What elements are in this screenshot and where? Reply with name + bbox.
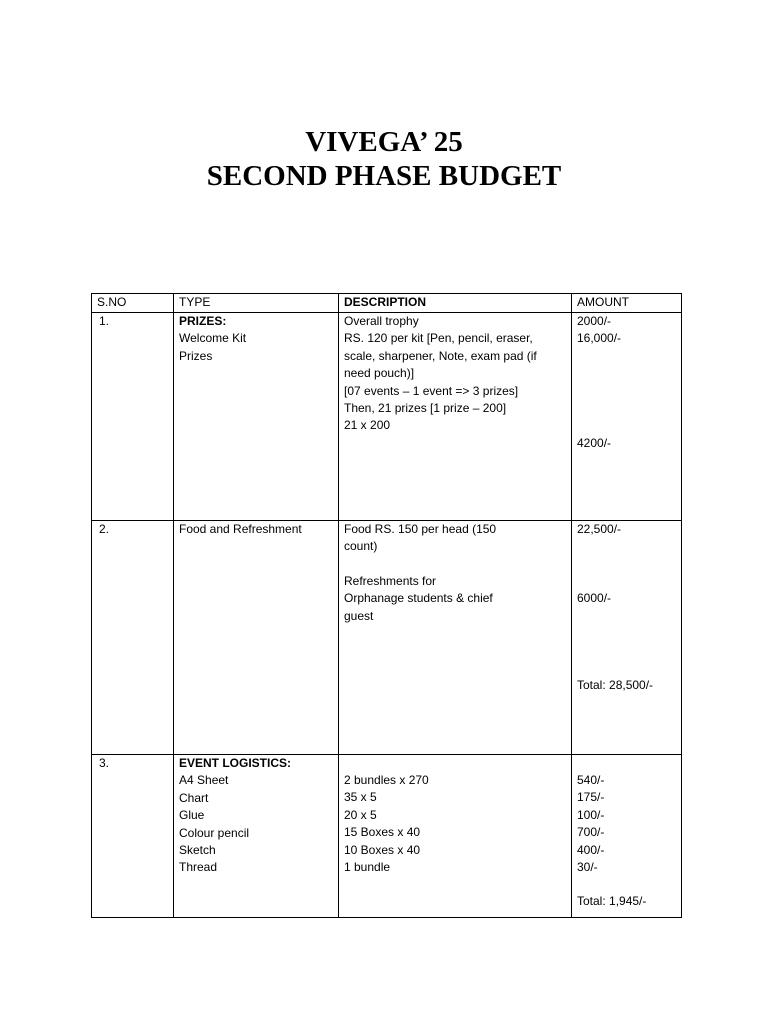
description-line: count) [344, 539, 378, 554]
table-header-row [92, 294, 682, 313]
description-line: 20 x 5 [344, 807, 377, 822]
row-description [339, 755, 572, 918]
description-line: [07 events – 1 event => 3 prizes] [344, 383, 519, 398]
amount-value: 100/- [577, 807, 605, 822]
description-line: 2 bundles x 270 [344, 773, 429, 787]
row-sno: 2. [92, 521, 174, 755]
type-item: Chart [179, 790, 209, 805]
type-item: A4 Sheet [179, 773, 229, 788]
row-sno: 1. [92, 313, 174, 521]
row-description [339, 521, 572, 755]
header-sno: S.NO [92, 294, 174, 313]
amount-value: 700/- [577, 825, 605, 840]
amount-value: 400/- [577, 842, 605, 857]
amount-value: 540/- [577, 773, 605, 787]
description-line: RS. 120 per kit [Pen, pencil, eraser, [344, 331, 533, 346]
description-line: Orphanage students & chief [344, 591, 493, 606]
amount-value: 2000/- [577, 314, 612, 328]
type-heading: EVENT LOGISTICS: [179, 756, 292, 770]
description-line: need pouch)] [344, 366, 415, 381]
description-line: Overall trophy [344, 314, 419, 328]
amount-value: 6000/- [577, 591, 612, 605]
type-heading: PRIZES: [179, 314, 227, 328]
row-sno: 3. [92, 755, 174, 918]
row-amount [572, 521, 682, 755]
description-line: guest [344, 608, 374, 623]
type-item: Glue [179, 808, 205, 823]
row-type [174, 755, 339, 918]
row-amount [572, 755, 682, 918]
description-line: Food RS. 150 per head (150 [344, 522, 497, 536]
description-line: 1 bundle [344, 860, 391, 875]
table-row [92, 755, 682, 918]
description-line: 10 Boxes x 40 [344, 842, 421, 857]
amount-total: Total: 28,500/- [577, 678, 654, 692]
type-heading: Food and Refreshment [179, 522, 302, 536]
type-item: Welcome Kit [179, 331, 247, 346]
table-row [92, 521, 682, 755]
header-amount: AMOUNT [572, 294, 682, 313]
document-title: VIVEGA’ 25 [305, 126, 463, 158]
description-line: 15 Boxes x 40 [344, 825, 421, 840]
header-type: TYPE [174, 294, 339, 313]
description-line: 21 x 200 [344, 418, 391, 433]
table-row [92, 313, 682, 521]
type-item: Sketch [179, 843, 216, 858]
amount-value: 4200/- [577, 436, 612, 450]
row-type [174, 521, 339, 755]
description-line: scale, sharpener, Note, exam pad (if [344, 348, 537, 363]
row-amount [572, 313, 682, 521]
amount-value: 22,500/- [577, 522, 622, 536]
description-line: Refreshments for [344, 573, 437, 588]
amount-value: 30/- [577, 860, 598, 875]
row-type [174, 313, 339, 521]
header-description: DESCRIPTION [339, 294, 572, 313]
amount-value: 175/- [577, 790, 605, 805]
budget-table [91, 293, 682, 918]
row-description [339, 313, 572, 521]
amount-value: 16,000/- [577, 331, 622, 346]
type-item: Thread [179, 860, 218, 875]
type-item: Colour pencil [179, 825, 250, 840]
amount-total: Total: 1,945/- [577, 894, 647, 909]
type-item: Prizes [179, 348, 213, 363]
description-line: 35 x 5 [344, 790, 377, 805]
document-subtitle: SECOND PHASE BUDGET [206, 160, 562, 192]
description-line: Then, 21 prizes [1 prize – 200] [344, 401, 507, 416]
